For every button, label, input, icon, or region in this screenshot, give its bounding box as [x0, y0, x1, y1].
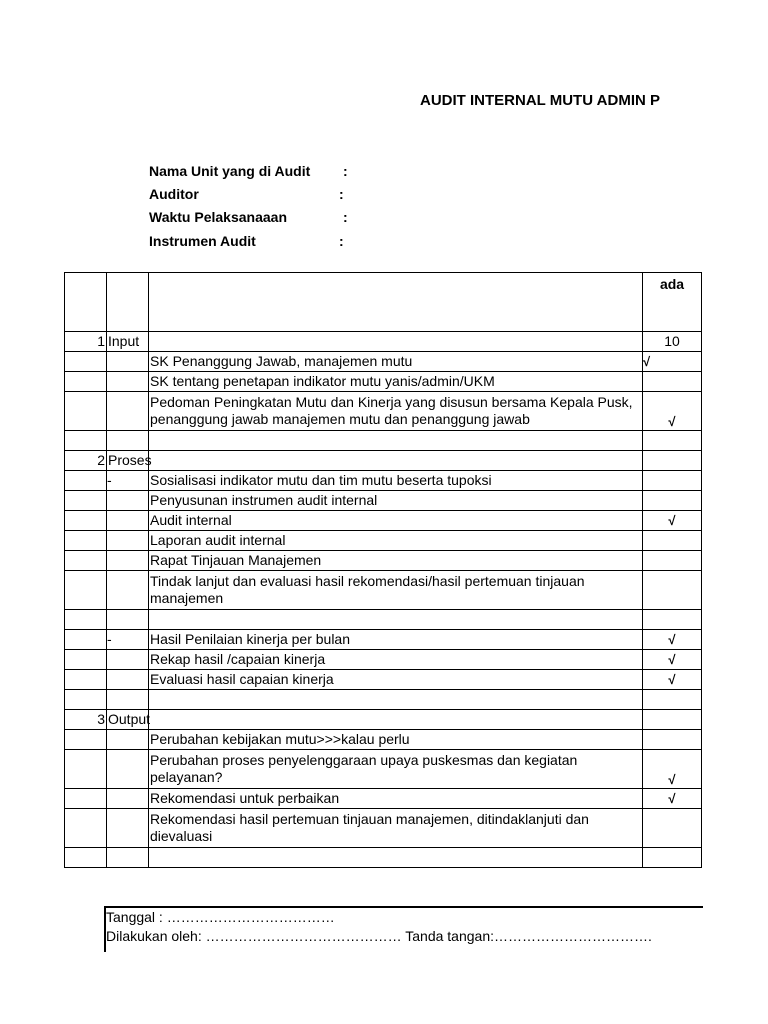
row-number [65, 531, 107, 551]
row-section [107, 352, 149, 372]
table-row [65, 750, 702, 789]
table-row [65, 789, 702, 809]
row-number: 1 [65, 332, 107, 352]
table-row [65, 332, 702, 352]
row-check [643, 610, 702, 630]
row-section [107, 848, 149, 868]
row-number [65, 491, 107, 511]
row-section [107, 730, 149, 750]
row-check: √ [643, 670, 702, 690]
row-section [107, 392, 149, 431]
table-row [65, 690, 702, 710]
table-row [65, 571, 702, 610]
row-item [149, 848, 643, 868]
table-row [65, 431, 702, 451]
row-number [65, 352, 107, 372]
row-check: √ [643, 650, 702, 670]
row-check [643, 451, 702, 471]
row-number [65, 610, 107, 630]
table-row [65, 610, 702, 630]
row-section [107, 551, 149, 571]
row-check [643, 471, 702, 491]
row-item: Audit internal [149, 511, 643, 531]
row-item: Hasil Penilaian kinerja per bulan [149, 630, 643, 650]
row-check [643, 372, 702, 392]
row-number [65, 750, 107, 789]
row-section: Proses [107, 451, 149, 471]
row-number: 3 [65, 710, 107, 730]
row-item [149, 451, 643, 471]
row-number [65, 670, 107, 690]
row-section [107, 750, 149, 789]
table-row [65, 670, 702, 690]
row-section: Input [107, 332, 149, 352]
row-check [643, 571, 702, 610]
row-number [65, 809, 107, 848]
row-check [643, 431, 702, 451]
row-section: Output [107, 710, 149, 730]
table-row [65, 491, 702, 511]
table-row [65, 710, 702, 730]
meta-auditor [149, 186, 344, 202]
row-section [107, 789, 149, 809]
row-item: SK Penanggung Jawab, manajemen mutu [149, 352, 643, 372]
table-row [65, 511, 702, 531]
row-section [107, 670, 149, 690]
row-check: √ [643, 630, 702, 650]
row-section [107, 531, 149, 551]
row-number [65, 650, 107, 670]
row-check [643, 491, 702, 511]
document-title: AUDIT INTERNAL MUTU ADMIN P [420, 92, 660, 109]
row-item: Rapat Tinjauan Manajemen [149, 551, 643, 571]
row-number [65, 848, 107, 868]
table-row [65, 352, 702, 372]
meta-label: Nama Unit yang di Audit [149, 163, 311, 179]
table-row [65, 471, 702, 491]
table-row [65, 730, 702, 750]
header-cell [149, 273, 643, 332]
row-section [107, 511, 149, 531]
meta-label: Auditor [149, 186, 199, 202]
row-check: √ [643, 789, 702, 809]
audit-table [64, 272, 702, 868]
meta-colon: : [343, 163, 348, 179]
row-item: Rekomendasi hasil pertemuan tinjauan manajemen, ditindaklanjuti dan dievaluasi [149, 809, 643, 848]
meta-colon: : [343, 209, 348, 225]
row-item: Sosialisasi indikator mutu dan tim mutu beserta tupoksi [149, 471, 643, 491]
row-number [65, 789, 107, 809]
row-item: Evaluasi hasil capaian kinerja [149, 670, 643, 690]
row-number [65, 730, 107, 750]
row-check [643, 848, 702, 868]
row-item: Rekomendasi untuk perbaikan [149, 789, 643, 809]
table-row [65, 372, 702, 392]
row-value: 10 [643, 332, 702, 352]
row-number [65, 392, 107, 431]
row-item: SK tentang penetapan indikator mutu yanis/admin/UKM [149, 372, 643, 392]
table-row [65, 809, 702, 848]
meta-label: Waktu Pelaksanaaan [149, 209, 287, 225]
row-item [149, 690, 643, 710]
row-check [643, 809, 702, 848]
table-row [65, 650, 702, 670]
row-section [107, 650, 149, 670]
row-section: - [107, 630, 149, 650]
table-row [65, 848, 702, 868]
row-item: Perubahan kebijakan mutu>>>kalau perlu [149, 730, 643, 750]
meta-colon: : [339, 233, 344, 249]
header-cell [65, 273, 107, 332]
row-number [65, 551, 107, 571]
table-header-row [65, 273, 702, 332]
row-section [107, 690, 149, 710]
row-item: Rekap hasil /capaian kinerja [149, 650, 643, 670]
row-section [107, 809, 149, 848]
row-check: √ [643, 511, 702, 531]
row-item: Penyusunan instrumen audit internal [149, 491, 643, 511]
row-check: √ [643, 750, 702, 789]
table-row [65, 551, 702, 571]
table-row [65, 630, 702, 650]
row-section [107, 372, 149, 392]
row-check [643, 531, 702, 551]
row-item [149, 610, 643, 630]
row-number [65, 511, 107, 531]
row-item [149, 431, 643, 451]
row-item: Tindak lanjut dan evaluasi hasil rekomendasi/hasil pertemuan tinjauan manajemen [149, 571, 643, 610]
row-section [107, 610, 149, 630]
meta-unit [149, 163, 348, 179]
meta-label: Instrumen Audit [149, 233, 256, 249]
meta-waktu [149, 209, 348, 225]
row-number [65, 471, 107, 491]
row-number [65, 372, 107, 392]
row-check: √ [643, 392, 702, 431]
row-number: 2 [65, 451, 107, 471]
row-section: - [107, 471, 149, 491]
meta-instrumen [149, 233, 344, 249]
row-item: Laporan audit internal [149, 531, 643, 551]
table-row [65, 451, 702, 471]
dilakukan-oleh-line: Dilakukan oleh: …………………………………… Tanda tangan:……………………………. [106, 928, 652, 944]
row-check [643, 730, 702, 750]
row-number [65, 630, 107, 650]
row-number [65, 571, 107, 610]
row-number [65, 431, 107, 451]
row-check: √ [643, 352, 702, 372]
row-check [643, 551, 702, 571]
row-item: Pedoman Peningkatan Mutu dan Kinerja yang disusun bersama Kepala Pusk, penanggung jawab manajemen mutu dan penanggung jawab [149, 392, 643, 431]
row-section [107, 431, 149, 451]
row-item [149, 710, 643, 730]
row-check [643, 710, 702, 730]
row-section [107, 491, 149, 511]
row-section [107, 571, 149, 610]
tanggal-line: Tanggal : ……………………………… [106, 909, 335, 925]
header-ada: ada [643, 273, 702, 332]
meta-colon: : [339, 186, 344, 202]
signature-block [104, 906, 703, 952]
header-cell [107, 273, 149, 332]
table-row [65, 392, 702, 431]
row-check [643, 690, 702, 710]
row-item [149, 332, 643, 352]
row-item: Perubahan proses penyelenggaraan upaya puskesmas dan kegiatan pelayanan? [149, 750, 643, 789]
table-row [65, 531, 702, 551]
row-number [65, 690, 107, 710]
